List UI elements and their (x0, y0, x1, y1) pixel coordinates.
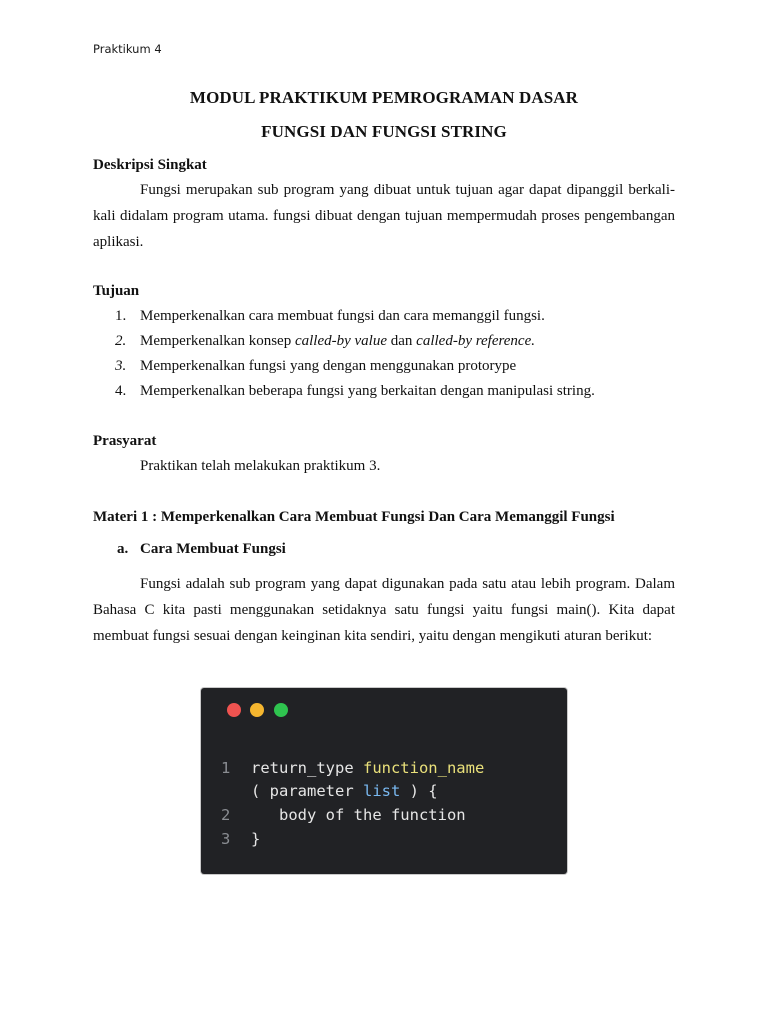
prasyarat-text: Praktikan telah melakukan praktikum 3. (140, 458, 381, 474)
green-window-dot-icon (274, 703, 288, 717)
emphasis-term: called-by reference (416, 333, 532, 349)
code-line (221, 782, 438, 800)
code-token: body of the function (251, 806, 466, 824)
list-item (93, 356, 595, 381)
list-text-part: dan (387, 333, 417, 349)
list-number: 3. (115, 358, 127, 374)
header-label: Praktikum 4 (93, 42, 162, 56)
list-item (93, 331, 595, 356)
emphasis-term: called-by value (294, 333, 387, 349)
subsection-letter: a. (117, 541, 129, 557)
yellow-window-dot-icon (250, 703, 264, 717)
list-text: Memperkenalkan cara membuat fungsi dan cara memanggil fungsi. (140, 308, 545, 324)
code-token: ) { (400, 782, 438, 800)
section-heading-tujuan: Tujuan (93, 283, 140, 299)
code-token-function: function_name (362, 759, 485, 777)
list-item (93, 306, 595, 331)
goals-list (93, 306, 595, 406)
list-item (93, 381, 595, 406)
list-number: 2. (115, 333, 127, 349)
list-number: 4. (115, 383, 127, 399)
code-token-keyword: list (362, 782, 401, 800)
list-text: Memperkenalkan fungsi yang dengan menggunakan protorype (140, 358, 517, 374)
section-heading-prasyarat: Prasyarat (93, 433, 157, 449)
materi-paragraph: Fungsi adalah sub program yang dapat digunakan pada satu atau lebih program. Dalam Bahasa C kita pasti menggunakan setidaknya satu fungsi yaitu fungsi main(). Kita dapat membuat fungsi sesuai dengan keinginan kita sendiri, yaitu dengan mengikuti aturan berikut: (93, 576, 675, 644)
red-window-dot-icon (227, 703, 241, 717)
code-token: return_type (251, 759, 363, 777)
document-title: MODUL PRAKTIKUM PEMROGRAMAN DASAR (189, 88, 579, 107)
list-text-part: Memperkenalkan konsep (140, 333, 295, 349)
deskripsi-paragraph: Fungsi merupakan sub program yang dibuat untuk tujuan agar dapat dipanggil berkali-kali didalam program utama. fungsi dibuat dengan tujuan mempermudah proses pengembangan aplikasi. (93, 182, 675, 250)
list-text-part: . (531, 333, 535, 349)
list-text: Memperkenalkan beberapa fungsi yang berkaitan dengan manipulasi string. (140, 383, 595, 399)
code-line (221, 759, 484, 777)
line-number: 2 (221, 806, 231, 824)
subsection-heading (117, 541, 286, 558)
subsection-title: Cara Membuat Fungsi (140, 541, 286, 557)
document-subtitle: FUNGSI DAN FUNGSI STRING (261, 122, 507, 141)
line-number: 3 (221, 830, 231, 848)
code-line (221, 830, 260, 848)
line-number: 1 (221, 759, 231, 777)
section-heading-materi: Materi 1 : Memperkenalkan Cara Membuat Fungsi Dan Cara Memanggil Fungsi (93, 509, 615, 525)
code-token: ( parameter (251, 782, 363, 800)
section-heading-deskripsi: Deskripsi Singkat (93, 157, 207, 173)
code-token: } (251, 830, 261, 848)
code-snippet-window (201, 688, 567, 874)
code-line (221, 806, 466, 824)
list-number: 1. (115, 308, 127, 324)
